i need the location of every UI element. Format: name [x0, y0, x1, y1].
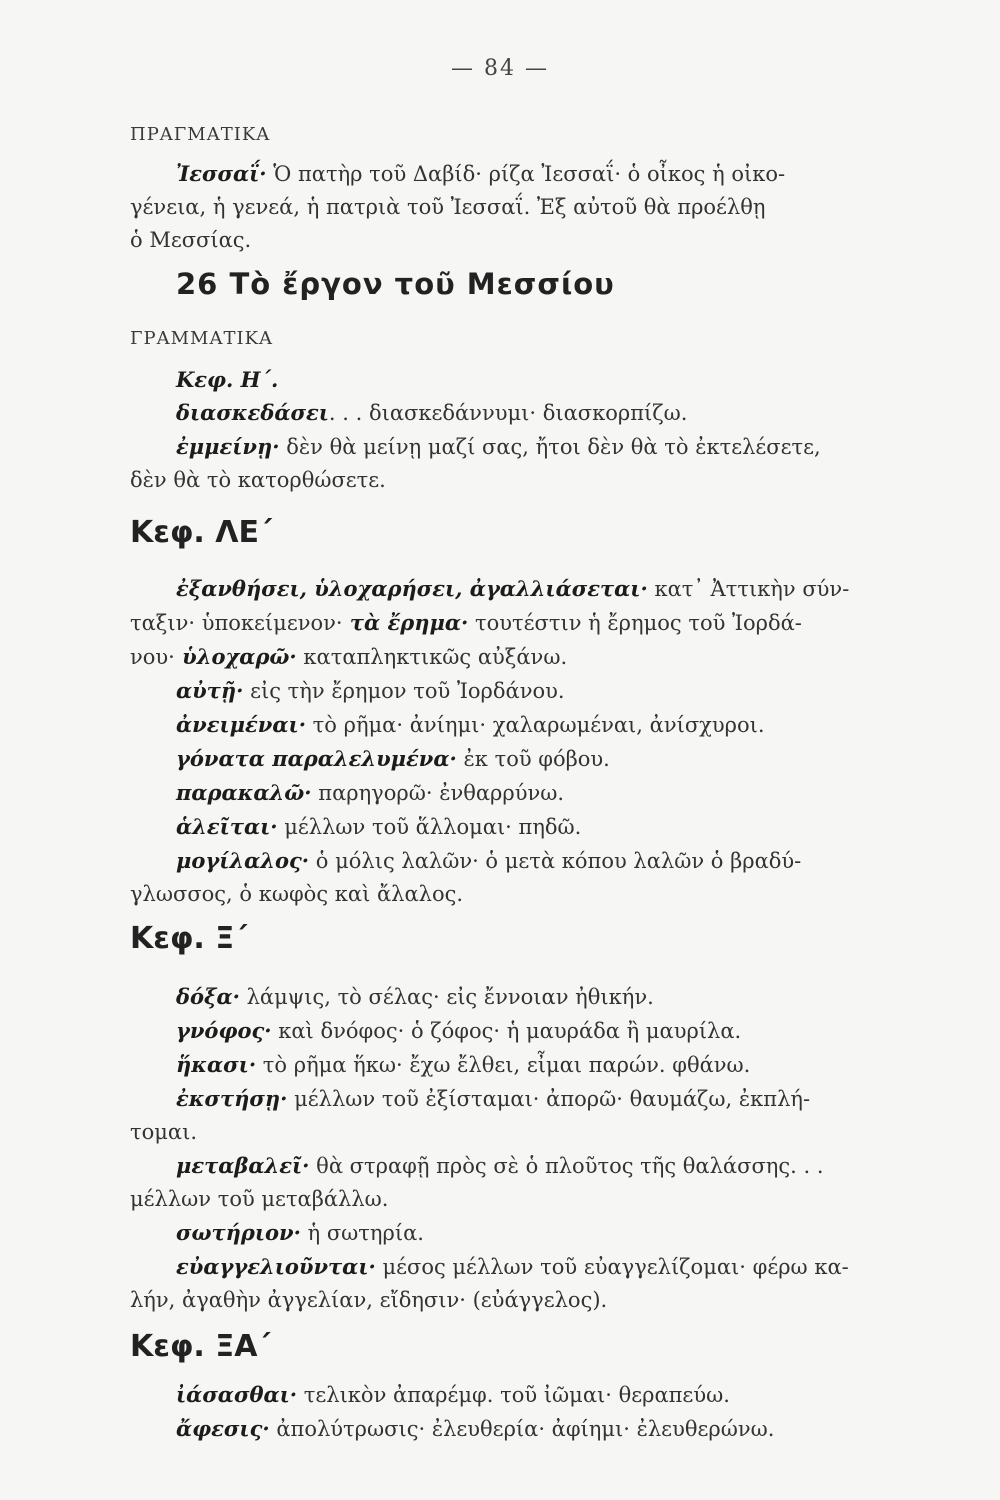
- entry-term: ἀνειμέναι·: [176, 712, 306, 737]
- entry-term: γνόφος·: [176, 1018, 272, 1043]
- entry-text: ἀπολύτρωσις· ἐλευθερία· ἀφίημι· ἐλευθερώνω.: [269, 1417, 775, 1441]
- entry-metabalei: [130, 1149, 930, 1183]
- entry-diaskedasei: [130, 396, 930, 430]
- entry-text: τὸ ρῆμα· ἀνίημι· χαλαρωμέναι, ἀνίσχυροι.: [306, 713, 765, 737]
- entry-continuation: [130, 606, 930, 640]
- entry-continuation: ὁ Μεσσίας.: [130, 228, 252, 252]
- entry-afesis: [130, 1412, 930, 1446]
- kef-le-heading: Κεφ. ΛΕ΄: [130, 515, 273, 550]
- entry-term: ἄφεσις·: [176, 1416, 270, 1441]
- entry-term: διασκεδάσει: [176, 400, 329, 425]
- entry-text: παρηγορῶ· ἐνθαρρύνω.: [311, 781, 565, 805]
- entry-soterion: [130, 1216, 930, 1250]
- entry-euangeliountai: [130, 1250, 930, 1284]
- entry-parakalo: [130, 776, 930, 810]
- entry-term: ἥκασι·: [176, 1052, 257, 1077]
- entry-term: Ἰεσσαΐ·: [176, 161, 267, 186]
- entry-text: ταξιν· ὑποκείμενον·: [130, 611, 343, 635]
- entry-mogilalos: [130, 844, 930, 878]
- entry-term: δόξα·: [176, 984, 240, 1009]
- entry-iessai: [130, 157, 930, 191]
- entry-gonata: [130, 742, 930, 776]
- kef-xa-heading: Κεφ. ΞΑ΄: [130, 1329, 271, 1364]
- kef-h-heading: Κεφ. Η΄.: [176, 367, 279, 392]
- grammatika-section: [130, 322, 930, 497]
- kef-xa-section: [130, 1378, 930, 1446]
- entry-term: ἰάσασθαι·: [176, 1382, 298, 1407]
- entry-text: εἰς τὴν ἔρημον τοῦ Ἰορδάνου.: [243, 679, 565, 703]
- entry-term: παρακαλῶ·: [176, 780, 312, 805]
- entry-aute: [130, 674, 930, 708]
- entry-gnofos: [130, 1014, 930, 1048]
- entry-term: ἐμμείνῃ·: [176, 434, 280, 459]
- entry-text: καταπληκτικῶς αὐξάνω.: [296, 645, 568, 669]
- entry-text: νου·: [130, 645, 175, 669]
- kef-xi-heading: Κεφ. Ξ΄: [130, 921, 248, 956]
- entry-term: σωτήριον·: [176, 1220, 301, 1245]
- entry-continuation: [130, 640, 930, 674]
- entry-text: ἡ σωτηρία.: [300, 1221, 424, 1245]
- entry-term: τὰ ἔρημα·: [342, 610, 469, 635]
- entry-term: ἁλεῖται·: [176, 814, 278, 839]
- entry-text: δὲν θὰ μείνῃ μαζί σας, ἤτοι δὲν θὰ τὸ ἐκτελέσετε,: [279, 435, 821, 459]
- entry-continuation: γλωσσος, ὁ κωφὸς καὶ ἄλαλος.: [130, 882, 464, 906]
- entry-continuation: δὲν θὰ τὸ κατορθώσετε.: [130, 468, 386, 492]
- chapter-title: 26 Τὸ ἔργον τοῦ Μεσσίου: [176, 267, 615, 301]
- kef-le-section: [130, 572, 930, 911]
- entry-text: ἐκ τοῦ φόβου.: [456, 747, 610, 771]
- entry-term: μεταβαλεῖ·: [176, 1153, 310, 1178]
- entry-text: τουτέστιν ἡ ἔρημος τοῦ Ἰορδά-: [468, 611, 802, 635]
- entry-text: τὸ ρῆμα ἥκω· ἔχω ἔλθει, εἶμαι παρών. φθάνω.: [256, 1053, 751, 1077]
- entry-ekstese: [130, 1082, 930, 1116]
- entry-haleitai: [130, 810, 930, 844]
- entry-continuation: τομαι.: [130, 1120, 197, 1144]
- entry-emmeini: [130, 430, 930, 464]
- entry-continuation: γένεια, ἡ γενεά, ἡ πατριὰ τοῦ Ἰεσσαΐ. Ἐξ αὐτοῦ θὰ προέλθῃ: [130, 195, 766, 219]
- section-label-grammatika: ΓΡΑΜΜΑΤΙΚΑ: [130, 328, 274, 349]
- entry-text: Ὁ πατὴρ τοῦ Δαβίδ· ρίζα Ἰεσσαΐ· ὁ οἶκος ἡ οἰκο-: [266, 162, 786, 186]
- entry-doxa: [130, 980, 930, 1014]
- entry-text: λάμψις, τὸ σέλας· εἰς ἔννοιαν ἠθικήν.: [239, 985, 654, 1009]
- entry-text: τελικὸν ἀπαρέμφ. τοῦ ἰῶμαι· θεραπεύω.: [297, 1383, 730, 1407]
- entry-text: . . . διασκεδάννυμι· διασκορπίζω.: [328, 401, 688, 425]
- entry-text: μέλλων τοῦ ἐξίσταμαι· ἀπορῶ· θαυμάζω, ἐκπλή-: [287, 1087, 811, 1111]
- entry-term: ὑλοχαρῶ·: [174, 644, 297, 669]
- entry-text: μέσος μέλλων τοῦ εὐαγγελίζομαι· φέρω κα-: [375, 1255, 849, 1279]
- entry-term: ἐξανθήσει, ὑλοχαρήσει, ἀγαλλιάσεται·: [176, 576, 648, 601]
- pragmatika-section: [130, 118, 930, 257]
- entry-aneimenai: [130, 708, 930, 742]
- entry-term: γόνατα παραλελυμένα·: [176, 746, 457, 771]
- entry-iasasthai: [130, 1378, 930, 1412]
- entry-continuation: λήν, ἀγαθὴν ἀγγελίαν, εἴδησιν· (εὐάγγελος).: [130, 1288, 608, 1312]
- entry-term: μογίλαλος·: [176, 848, 310, 873]
- entry-term: εὐαγγελιοῦνται·: [176, 1254, 376, 1279]
- entry-text: μέλλων τοῦ ἅλλομαι· πηδῶ.: [277, 815, 582, 839]
- entry-term: αὐτῇ·: [176, 678, 244, 703]
- entry-term: ἐκστήσῃ·: [176, 1086, 288, 1111]
- entry-exanthesei: [130, 572, 930, 606]
- kef-xi-section: [130, 980, 930, 1317]
- page-number: — 84 —: [451, 56, 549, 81]
- entry-text: καὶ δνόφος· ὁ ζόφος· ἡ μαυράδα ἢ μαυρίλα.: [271, 1019, 742, 1043]
- entry-hekasi: [130, 1048, 930, 1082]
- entry-text: κατ᾿ Ἀττικὴν σύν-: [647, 577, 850, 601]
- entry-text: θὰ στραφῇ πρὸς σὲ ὁ πλοῦτος τῆς θαλάσσης. . .: [309, 1154, 824, 1178]
- entry-continuation: μέλλων τοῦ μεταβάλλω.: [130, 1187, 389, 1211]
- entry-text: ὁ μόλις λαλῶν· ὁ μετὰ κόπου λαλῶν ὁ βραδύ-: [309, 849, 802, 873]
- section-label-pragmatika: ΠΡΑΓΜΑΤΙΚΑ: [130, 124, 271, 145]
